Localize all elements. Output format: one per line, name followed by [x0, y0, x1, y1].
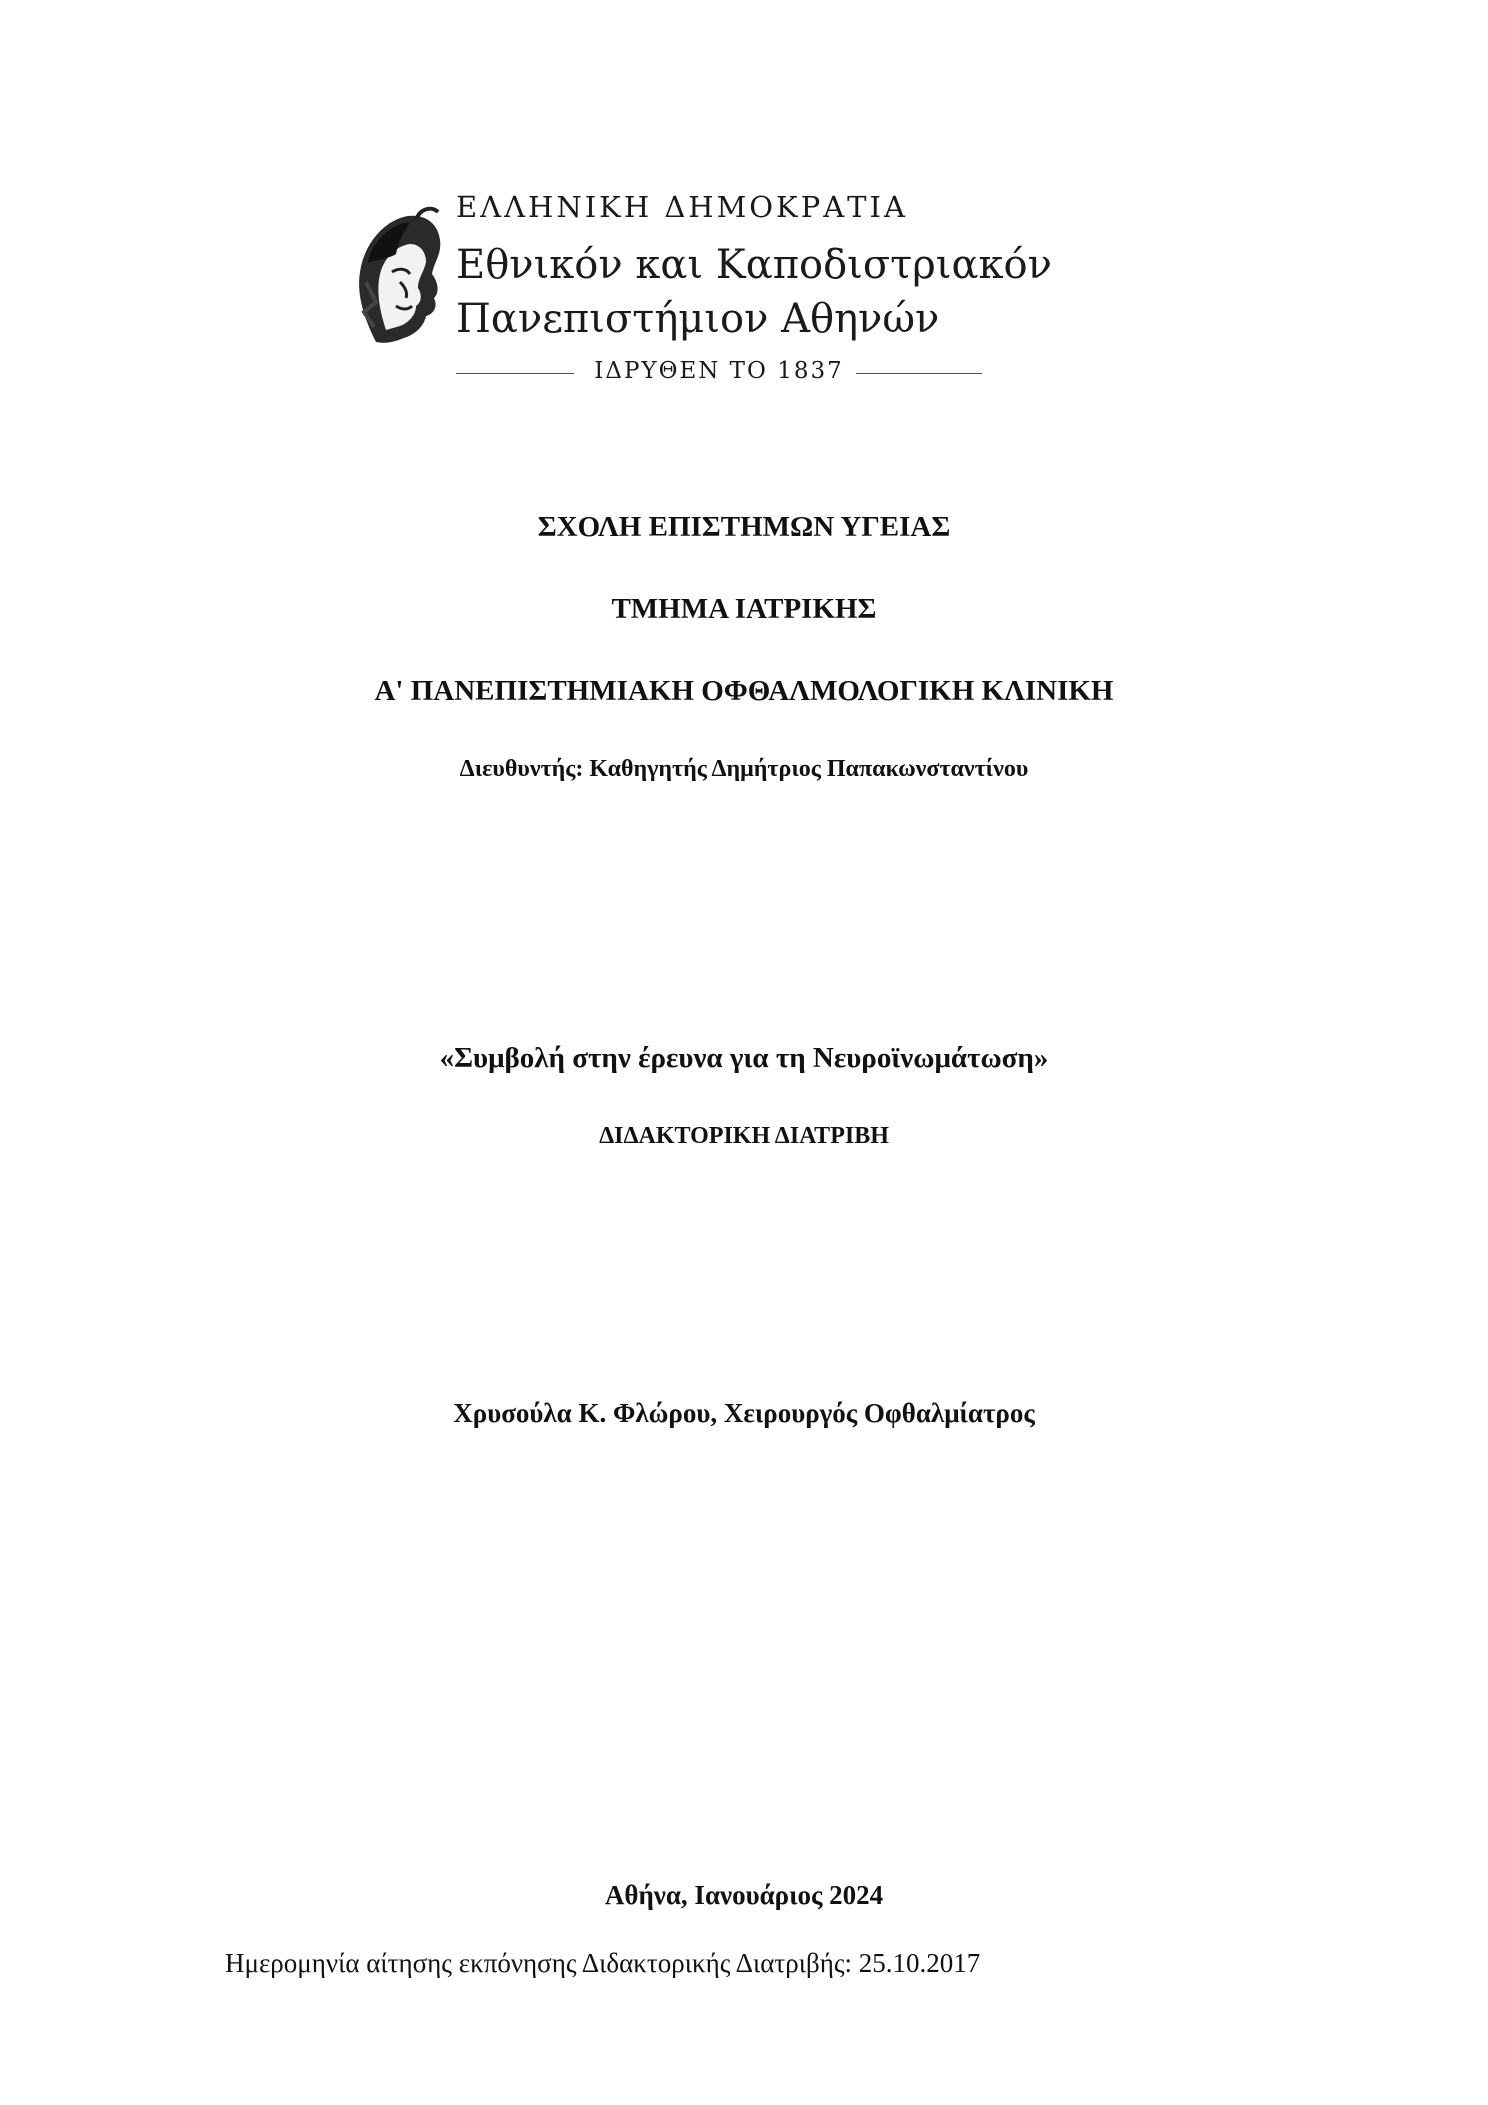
thesis-title: «Συμβολή στην έρευνα για τη Νευροϊνωμάτωση»	[439, 1042, 1049, 1074]
logo-rule-left	[456, 373, 574, 374]
clinic-name: Α' ΠΑΝΕΠΙΣΤΗΜΙΑΚΗ ΟΦΘΑΛΜΟΛΟΓΙΚΗ ΚΛΙΝΙΚΗ	[374, 675, 1114, 707]
director-line: Διευθυντής: Καθηγητής Δημήτριος Παπακωνσταντίνου	[459, 756, 1029, 782]
logo-university-line1: Εθνικόν και Καποδιστριακόν	[456, 242, 1052, 288]
author-line: Χρυσούλα Κ. Φλώρου, Χειρουργός Οφθαλμίατρος	[453, 1398, 1035, 1428]
logo-country: ΕΛΛΗΝΙΚΗ ΔΗΜΟΚΡΑΤΙΑ	[456, 190, 908, 224]
place-date: Αθήνα, Ιανουάριος 2024	[604, 1880, 884, 1910]
request-date: Ημερομηνία αίτησης εκπόνησης Διδακτορικής Διατριβής: 25.10.2017	[225, 1948, 981, 1978]
logo-rule-right	[856, 373, 982, 374]
logo-university-line2: Πανεπιστήμιον Αθηνών	[456, 296, 940, 342]
logo-founded: ΙΔΡΥΘΕΝ ΤΟ 1837	[594, 358, 844, 384]
thesis-type: ΔΙΔΑΚΤΟΡΙΚΗ ΔΙΑΤΡΙΒΗ	[599, 1123, 889, 1149]
athena-emblem-icon	[346, 202, 446, 352]
department-name: ΤΜΗΜΑ ΙΑΤΡΙΚΗΣ	[611, 593, 877, 625]
school-name: ΣΧΟΛΗ ΕΠΙΣΤΗΜΩΝ ΥΓΕΙΑΣ	[537, 511, 951, 543]
logo-founded-row	[456, 358, 982, 388]
university-logo	[346, 190, 1116, 390]
